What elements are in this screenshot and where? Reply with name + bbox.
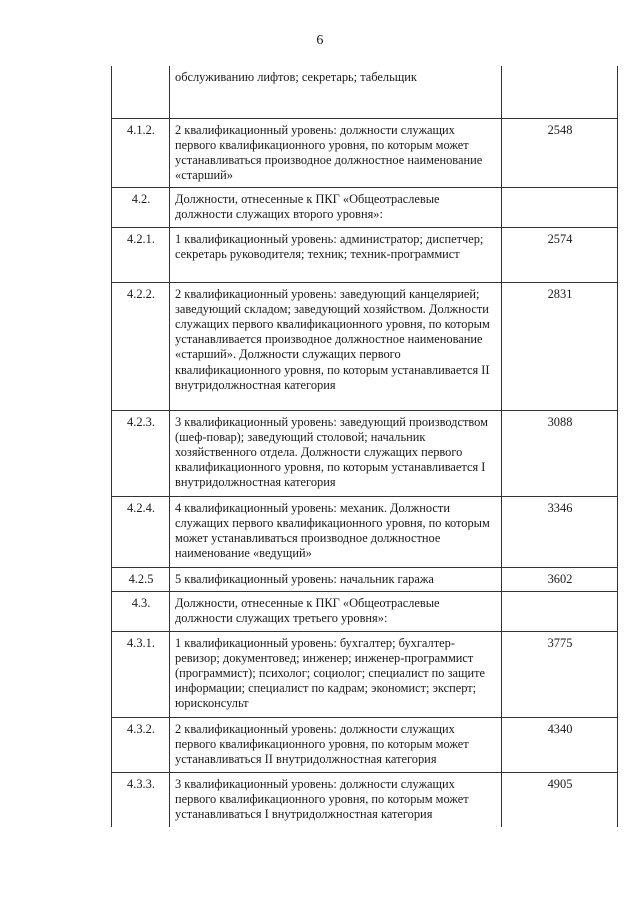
row-salary: 2831	[502, 282, 618, 410]
row-description: 5 квалификационный уровень: начальник гаража	[170, 567, 502, 591]
row-salary: 3346	[502, 496, 618, 567]
row-number: 4.2.2.	[112, 282, 170, 410]
row-number: 4.2.1.	[112, 227, 170, 282]
row-salary: 4340	[502, 717, 618, 772]
row-description: 4 квалификационный уровень: механик. Должности служащих первого квалификационного уровня, по которым может устанавливаться производное должностное наименование «ведущий»	[170, 496, 502, 567]
row-description: Должности, отнесенные к ПКГ «Общеотраслевые должности служащих третьего уровня»:	[170, 591, 502, 631]
salary-table	[111, 66, 618, 827]
row-description: 2 квалификационный уровень: должности служащих первого квалификационного уровня, по которым может устанавливаться производное должностное наименование «старший»	[170, 118, 502, 187]
page-number: 6	[316, 33, 324, 48]
row-description: 3 квалификационный уровень: заведующий производством (шеф-повар); заведующий столовой; начальник хозяйственного отдела. Должности служащих первого квалификационного уровня, по которым устанавливается I внутридолжностная категория	[170, 410, 502, 496]
row-salary: 2548	[502, 118, 618, 187]
row-salary: 3775	[502, 631, 618, 717]
table-row	[112, 66, 618, 118]
table-row	[112, 227, 618, 282]
row-number: 4.3.	[112, 591, 170, 631]
row-number: 4.3.3.	[112, 772, 170, 827]
row-description: обслуживанию лифтов; секретарь; табельщик	[170, 66, 502, 118]
row-description: 2 квалификационный уровень: должности служащих первого квалификационного уровня, по которым может устанавливаться II внутридолжностная категория	[170, 717, 502, 772]
row-description: 1 квалификационный уровень: администратор; диспетчер; секретарь руководителя; техник; техник-программист	[170, 227, 502, 282]
row-salary	[502, 187, 618, 227]
row-number	[112, 66, 170, 118]
row-description: 3 квалификационный уровень: должности служащих первого квалификационного уровня, по которым может устанавливаться I внутридолжностная категория	[170, 772, 502, 827]
table-row	[112, 717, 618, 772]
table-row	[112, 282, 618, 410]
table-row	[112, 118, 618, 187]
row-number: 4.2.	[112, 187, 170, 227]
row-salary: 3602	[502, 567, 618, 591]
table-row	[112, 187, 618, 227]
row-salary	[502, 591, 618, 631]
row-description: Должности, отнесенные к ПКГ «Общеотраслевые должности служащих второго уровня»:	[170, 187, 502, 227]
row-number: 4.3.2.	[112, 717, 170, 772]
row-salary: 4905	[502, 772, 618, 827]
row-description: 2 квалификационный уровень: заведующий канцелярией; заведующий складом; заведующий хозяйством. Должности служащих первого квалификационного уровня, по которым устанавливается производное должностное наименование «старший». Должности служащих первого квалификационного уровня, по которым устанавливается II внутридолжностная категория	[170, 282, 502, 410]
row-number: 4.2.5	[112, 567, 170, 591]
table-row	[112, 410, 618, 496]
table-row	[112, 772, 618, 827]
row-number: 4.2.3.	[112, 410, 170, 496]
row-salary: 3088	[502, 410, 618, 496]
row-salary: 2574	[502, 227, 618, 282]
row-number: 4.1.2.	[112, 118, 170, 187]
row-salary	[502, 66, 618, 118]
table-row	[112, 631, 618, 717]
row-description: 1 квалификационный уровень: бухгалтер; бухгалтер-ревизор; документовед; инженер; инженер-программист (программист); психолог; социолог; специалист по защите информации; специалист по кадрам; экономист; эксперт; юрисконсульт	[170, 631, 502, 717]
row-number: 4.3.1.	[112, 631, 170, 717]
table-row	[112, 496, 618, 567]
table-row	[112, 591, 618, 631]
row-number: 4.2.4.	[112, 496, 170, 567]
table-row	[112, 567, 618, 591]
